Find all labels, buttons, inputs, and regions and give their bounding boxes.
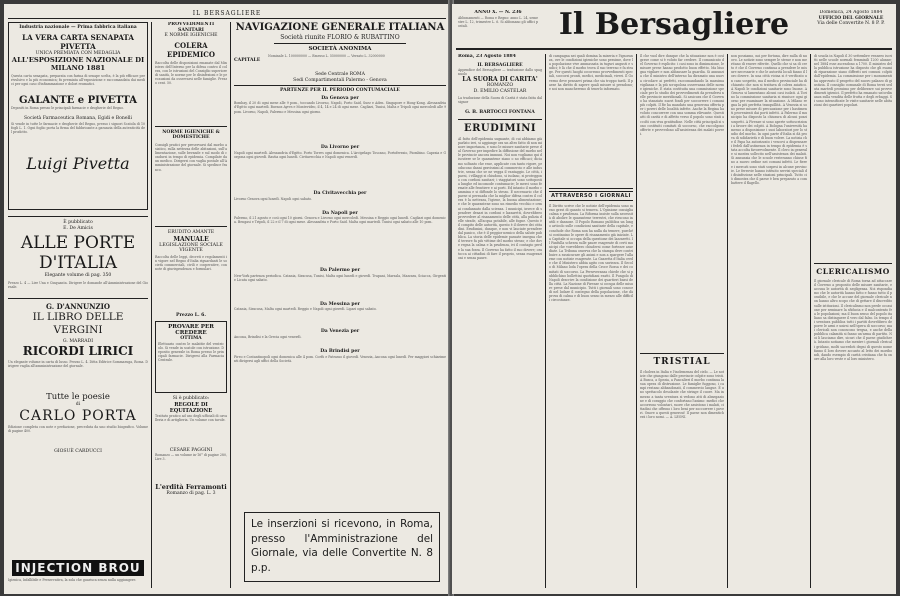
divider xyxy=(458,119,542,120)
route-schedule: New-York partenza periodica. Catania, Siracusa, Tunisi, Malta ogni lunedì e giovedì. Trapani, Marsala, Mazzara, Sciacca, Girgenti e Licata ogni sabato. xyxy=(234,273,446,282)
ad-body-text: Edizione completa con note e prefazione, preceduta da uno studio biografico. Volume di pagine 400. xyxy=(8,424,148,434)
left-page xyxy=(4,4,450,594)
issue-number: ANNO X. — N. 236 xyxy=(474,10,522,15)
ad-body-text: Elettuario contro le malattie del ventricolo. Si vende in scatole con istruzione. Deposito generale in Roma presso le principali farmacie. Dirigersi alla Farmacia Centrale. xyxy=(158,341,224,363)
ad-line: SOCIETÀ ANONIMA xyxy=(308,46,372,52)
story-title: LA SUORA DI CARITA' xyxy=(462,76,538,84)
route-schedule: Livorno Genova ogni lunedì. Napoli ogni sabato. xyxy=(234,196,313,201)
ad-body-text: Trattato pratico ad uso degli ufficiali di cavalleria e di artiglieria. Un volume con tavole. xyxy=(155,413,227,422)
ad-body-text: Raccolta delle disposizioni emanate dal Ministero dell'Interno per la difesa contro il colera, con le istruzioni del Consiglio superiore di sanità, le norme per le disinfezioni e le precauzioni da osservarsi nelle famiglie. Prezzo cent. 50. xyxy=(155,60,227,86)
ad-line: di xyxy=(75,402,81,408)
ad-line: UNICA PREMIATA CON MEDAGLIA xyxy=(35,50,121,56)
capital-values: Nominale L. 100000000 — Emesso L. 55000000 — Versato L. 32000000 xyxy=(268,54,385,58)
ad-body-text: Igienica, Infallibile e Preservativa, la sola che guarisca senza nulla aggiungere. xyxy=(8,578,137,582)
section-title: ATTRAVERSO I GIORNALI xyxy=(549,191,633,201)
running-head: IL BERSAGLIERE xyxy=(192,10,262,17)
ad-title: ALLE PORTE D'ITALIA xyxy=(20,233,136,274)
ad-title: ALL'ESPOSIZIONE NAZIONALE DI MILANO 1881 xyxy=(11,56,145,73)
divider xyxy=(549,188,633,189)
divider xyxy=(155,226,227,227)
route-schedule: Napoli ogni martedì. Alessandria d'Egitto. Porto Torres ogni domenica. L'Arcipelago Toscano, Portoferraio, Piombino. Capraia e Gorgona ogni giovedì. Bastia ogni lunedì. Civitavecchia e Napoli ogni venerdì. xyxy=(234,150,446,160)
route-schedule: Ancona, Brindisi e la Grecia ogni venerdì. xyxy=(234,334,302,339)
column-rule xyxy=(636,54,637,588)
masthead: Il Bersagliere xyxy=(558,7,790,42)
divider xyxy=(155,126,227,127)
column-rule xyxy=(810,54,811,588)
ad-title: MANUALE xyxy=(173,235,209,243)
subscription-info: Abbonamenti — Roma e Regno: anno L. 24, semestre L. 12, trimestre L. 6. Si abbonano gli uffici postali. xyxy=(458,15,538,28)
route-heading: Da Livorno per xyxy=(320,145,360,151)
article-body: di campagna nei quali domina la miseria e l'ignoranza, ove le condizioni igieniche sono pessime, dove la popolazione vive ammassata in tuguri angusti e sudici; è là che il morbo trova il suo terreno e fa strage. Per questi luoghi occorrono provvedimenti speciali, soccorsi pronti, medici, medicinali, viveri. Il Governo deve pensarvi prima che sia troppo tardi. Il paese ha diritto di sapere quali misure si prendono; e noi non mancheremo di tenerlo informato. xyxy=(549,54,633,91)
ad-title: IL LIBRO DELLE VERGINI xyxy=(32,310,124,336)
middle-column-ads xyxy=(155,22,227,588)
route-heading: Da Palermo per xyxy=(319,268,361,274)
divider xyxy=(8,298,148,299)
ad-body-text: Questa carta senapata, preparata con farina di senape scelta, è la più efficace per rivulsivo e la più economica; fu premiata all'esposizione e raccomandata dai medici per ogni caso d'infiammazione e dolori reumatici. xyxy=(11,74,145,87)
route-heading: Da Brindisi per xyxy=(320,348,360,354)
story-author: D. EMILIO CASTELAR xyxy=(473,88,527,94)
column-rule xyxy=(545,54,546,588)
route-heading: Da Messina per xyxy=(320,301,360,307)
capital-label: CAPITALE xyxy=(234,58,261,63)
ad-line: GIOSUÈ CARDUCCI xyxy=(54,448,102,454)
injection-brou-ad: INJECTION BROU xyxy=(12,560,144,576)
divider xyxy=(274,43,406,44)
article-title: ERUDIMINI xyxy=(463,122,537,134)
ad-line: Società Farmaceutica Romana, Egidi e Bonelli xyxy=(24,116,132,122)
ad-line: Sedi Compartimentali Palermo - Genova xyxy=(293,77,387,83)
header-rule xyxy=(8,18,446,19)
article-body: Il che vuol dire dunque che la situazione non è così grave come si è voluto far credere. Il comunicato del Governo è esplicito: i casi sono in diminuzione, le misure prese hanno prodotto buon effetto. Ma bisogna vigilare e non abbassare la guardia. Si annunzia che il ministro dell'interno ha diramato una nuova circolare ai prefetti, raccomandando la massima vigilanza e la più scrupolosa osservanza delle norme igieniche. È stata costituita una commissione speciale per lo studio dei provvedimenti da prendersi nelle provincie meridionali. Si assicura che il Governo ha stanziato nuovi fondi per soccorrere i comuni più colpiti. Il Re ha mandato una generosa offerta per i poveri delle località infette. Anche la Regina ha voluto concorrere con una somma rilevante. Questi atti di carità e di affetto verso il popolo sono stati accolti con viva gratitudine. Nelle città principali si sono costituiti comitati di soccorso, che raccolgono offerte e provvedono all'assistenza dei malati poveri. xyxy=(640,54,724,136)
capital-table xyxy=(234,54,446,70)
divider xyxy=(234,85,446,86)
ad-title: PROVARE PER CREDERE xyxy=(168,324,214,337)
ad-title: NORME IGIENICHE & DOMESTICHE xyxy=(162,129,220,141)
ad-body-text: Consigli pratici per preservarsi dal morbo asiatico, sulla nettezza delle abitazioni, sull'alimentazione, sulle bevande e sul modo di condursi in tempo di epidemia. Compilate da un medico. Dirigersi con vaglia postale all'Amministrazione del giornale. Si spedisce franco. xyxy=(155,142,227,172)
story-genre: ROMANZO xyxy=(486,83,514,89)
article-body: Il Diritto scrive che le notizie dell'epidemia sono meno gravi di quanto si temeva. L'Opinione consiglia calma e prudenza. La Riforma insiste sulla necessità di abolire le quarantene terrestri, che riescono inutili e dannose. Il Popolo Romano pubblica un lungo articolo sulle condizioni sanitarie della capitale, e conclude che Roma non ha nulla da temere, purché si continuino le opere di risanamento già iniziate. La Capitale si occupa della questione dei lazzaretti. Il Fanfulla scherza sulle paure esagerate di certi municipi che vorrebbero chiudersi come fortezze assediate. La Tribuna osserva che la stampa deve contribuire a rassicurare gli animi e non a spargere l'allarme con notizie esagerate. La Gazzetta d'Italia crede che il Ministero abbia agito con saviezza. Il Secolo di Milano loda l'opera della Croce Rossa e dei comitati di soccorso. La Perseveranza chiede che si pubblichino bollettini quotidiani esatti. Il Pungolo di Napoli descrive la condizione dei quartieri bassi della città. La Nazione di Firenze si occupa delle misure prese dal municipio. Tutti i giornali sono concordi nel lodare il contegno della popolazione, che dà prova di calma e di buon senso in mezzo alle difficili circostanze. xyxy=(549,204,633,303)
office-address: Via delle Convertite N. 8 P. P. xyxy=(817,21,885,27)
ad-title: CARLO PORTA xyxy=(19,407,137,424)
ad-body-text: Raccolta delle leggi, decreti e regolamenti in vigore nel Regno d'Italia riguardanti le società commerciali, civili e cooperative, con note di giurisprudenza e formulari. xyxy=(155,254,227,271)
article-body: di scuola in Napoli il 30 settembre vennero iscritti nelle scuole normali femminili 1200 alunne; nel 1884 esse ascendono a 1700. Il ministro della pubblica istruzione ha disposto che gli esami di riparazione siano differiti nei comuni colpiti dall'epidemia. La commissione per i monumenti ha approvato il progetto del nuovo palazzo di giustizia. Il consiglio comunale di Roma terrà seduta martedì prossimo per deliberare sui provvedimenti igienici. Il prefetto ha emanato un'ordinanza sulla vendita delle frutta e degli erbaggi. Si sono intensificate le visite sanitarie nelle abitazioni dei quartieri popolari. xyxy=(814,54,892,108)
ad-title: RICORDI LIRICI xyxy=(22,344,134,359)
route-schedule: Bombay, il 20 di ogni mese alle 9 pom., toccando Livorno, Napoli, Porto Said, Suez e Aden. Singapore e Hong-Kong. Alessandria d'Egitto ogni martedì. Buenos Ayres e Montevideo, il 4, 14 e 24 di ogni mese. Cagliari, Tunisi, Malta e Tripoli ogni mercoledì alle 9 pom. Livorno, Napoli, Palermo e Messina ogni giorno. xyxy=(234,101,446,114)
article-body: Il giornale clericale di Roma torna ad attaccare il Governo a proposito delle misure sanitarie, e accusa le autorità di negligenza. Noi rispondiamo che le autorità hanno fatto e fanno tutto il possibile, e che le accuse del giornale clericale non hanno altro scopo che di gettare il discredito sulle istituzioni. Il clericalismo non perde occasione per seminare la sfiducia e il malcontento fra le popolazioni; ma il buon senso del popolo italiano sa distinguere il vero dal falso. In tempo di sventura pubblica tutti i partiti dovrebbero deporre le armi e unirsi nell'opera di soccorso; ma i clericali non conoscono tregua, e anche della pubblica calamità si fanno un'arma di partito. Noi li lasciamo dire, sicuri che il paese giudicherà. Intanto notiamo che mentre i giornali clericali gridano, molti sacerdoti degni di questo nome fanno il loro dovere accanto al letto dei moribondi, dando esempio di carità cristiana che fa onore alla loro veste e al loro ministero. xyxy=(814,279,892,361)
ad-price: Prezzo L. 6. xyxy=(176,312,206,318)
ad-body-text: Romanzo — un volume in-16° di pagine 280, Lire 3. xyxy=(155,453,227,462)
left-column-ads xyxy=(8,22,148,588)
route-heading: Da Napoli per xyxy=(322,210,358,216)
ad-title: GALANTE e PIVETTA xyxy=(19,95,137,107)
ad-line: E NORME IGIENICHE xyxy=(164,33,218,39)
masthead-rule xyxy=(456,48,892,50)
issue-date: Domenica, 24 Agosto 1884 xyxy=(819,10,883,15)
article-body: Il cholera in Italia e l'inclemenza del cielo. — Le notizie che giungono dalle provincie colpite sono tristi. A Busca, a Spezia, a Pancalieri il morbo continua la sua opera di distruzione. Le famiglie fuggono, i campi restano abbandonati, il commercio langue. È uno spettacolo desolante che stringe il cuore. Ma in mezzo a tanta sventura si vedono atti di abnegazione e di coraggio che confortano l'animo: medici che accorrono volontari, suore che assistono i malati, cittadini che offrono i loro beni per soccorrere i poveri. Onore a questi generosi! Il paese non dimenticherà i loro nomi. — A. LEONI. xyxy=(640,370,724,420)
ad-line: CESARE PAGGINI xyxy=(169,447,213,453)
column-four xyxy=(731,54,807,588)
book-ads xyxy=(8,220,148,455)
ad-title: NAVIGAZIONE GENERALE ITALIANA xyxy=(235,22,445,33)
left-ear xyxy=(458,10,538,46)
divider xyxy=(814,263,892,264)
column-three xyxy=(640,54,724,588)
ad-title: L'erdità Ferramonti xyxy=(155,483,227,492)
column-rule xyxy=(230,22,231,588)
article-title: TRISTIAL xyxy=(653,357,711,367)
column-rule xyxy=(727,54,728,588)
route-heading: Da Venezia per xyxy=(320,329,360,335)
right-ear xyxy=(810,10,892,46)
ad-title: COLERA EPIDEMICO xyxy=(167,40,215,59)
story-intro: La traduzione della Suora di Carità è stata fatta dal signor xyxy=(458,96,542,105)
article-body: non possiamo, noi per fortuna, dire nulla di nuovo. Le notizie sono sempre le stesse e non meritano di essere riferite. Quello che si sa di certo è che il Governo continua a prendere le misure necessarie e che le autorità locali fanno il loro dovere. In una città vicina si è verificato un caso sospetto, ma il medico provinciale ha dichiarato che non si trattava di colera asiatico. A Napoli le condizioni sanitarie sono buone. A Genova si lamentano alcuni casi isolati. A Torino la commissione sanitaria si riunisce ogni giorno per esaminare la situazione. A Milano regna la più perfetta tranquillità. A Venezia si sono prese misure di precauzione per i bastimenti provenienti dai porti infetti. A Palermo il municipio ha disposto la chiusura di alcuni pozzi sospetti. A Firenze si sono aperte sottoscrizioni a favore dei colpiti. A Bologna l'università ha messo a disposizione i suoi laboratori per lo studio del morbo. In ogni parte d'Italia si dà prova di solidarietà e di buon volere. La notizia che il Papa ha autorizzato i vescovi a dispensare i fedeli dall'astinenza in tempo di epidemia è stata accolta favorevolmente. Il clero in generale si mostra sollecito nell'assistenza dei malati. Si annunzia che le scuole resteranno chiuse fino a nuovo ordine nei comuni infetti. Le fiere e i mercati sono stati sospesi in alcune provincie. Le ferrovie hanno istituito servizi speciali di disinfezione nelle stazioni principali. Tutto ciò dimostra che il paese è ben preparato a combattere il flagello. xyxy=(731,54,807,185)
ad-line: G. MARRADI xyxy=(62,338,94,344)
ad-title: G. D'ANNUNZIO xyxy=(45,301,111,311)
inserzioni-notice: Le inserzioni si ricevono, in Roma, presso l'Amministrazione del Giornale, via delle Convertite N. 8 p.p. xyxy=(244,512,440,582)
article-title: CLERICALISMO xyxy=(816,267,890,276)
ad-line: PARTENZE PER IL PERIODO CONTUMACIALE xyxy=(280,88,400,94)
route-schedule: Pireo e Costantinopoli ogni domenica alle 4 pom. Corfù e Patrasso il giovedì. Venezia, Ancona ogni lunedì. Per maggiori schiarimenti dirigersi agli uffici della Società. xyxy=(234,354,446,363)
appendix-heading: IL BERSAGLIERE xyxy=(477,62,523,68)
ad-line: Si è pubblicato: xyxy=(172,396,210,402)
ad-line: OTTIMA xyxy=(180,336,202,342)
ad-line: ERUDITO AMANTE xyxy=(167,229,215,235)
ad-line: Elegante volume di pag. 350 xyxy=(44,273,112,279)
navigazione-column xyxy=(234,22,446,588)
column-two xyxy=(549,54,633,588)
route-heading: Da Civitavecchia per xyxy=(313,190,367,196)
ad-line: E. De Amicis xyxy=(63,225,93,231)
ad-line: È pubblicato xyxy=(63,220,93,225)
appendix-column xyxy=(458,54,542,588)
right-page xyxy=(452,4,896,594)
ad-title: LEGISLAZIONE SOCIALE VIGENTE xyxy=(159,242,223,253)
ad-line: Industria nazionale — Prima fabbrica italiana xyxy=(19,25,137,30)
ad-title: LA VERA CARTA SENAPATA PIVETTA xyxy=(22,32,134,51)
divider xyxy=(640,353,724,354)
ad-title: REGOLE DI EQUITAZIONE xyxy=(169,401,213,414)
ad-line: Romanzo di pag. L. 3 xyxy=(166,491,216,497)
ad-title: PROVVEDIMENTI SANITARI xyxy=(167,22,215,33)
article-body: Al fatto dell'epidemia sugnante, di cui abbiamo già parlato ieri, si aggiunge ora un altro fatto di non minore importanza, e sono le misure sanitarie prese dal Governo per impedire la diffusione del morbo nelle provincie ancora immuni. Noi non vogliamo qui discutere se le quarantene siano o no efficaci; diciamo soltanto che esse, applicate con tanto rigore, producono danni gravissimi al commercio e alle industrie, senza che se ne vegga il vantaggio. Le città, i paesi, i villaggi si chiudono, si isolano, si proteggono con cordoni sanitari; i viaggiatori sono sottoposti a lunghe ed incomode contumacie; le merci sono fermate alle frontiere e ai porti. Ed intanto il morbo cammina e si diffonde lo stesso. È necessario che il paese si persuada che la miglior difesa contro il colera è la nettezza, l'igiene, la buona alimentazione; e che le quarantene sono un rimedio vecchio e ormai condannato dalla scienza. I municipi, invece di spendere denari in cordoni e lazzaretti, dovrebbero provvedere al risanamento delle città, alla pulizia delle strade, all'acqua potabile, alle fogne. Questo è il compito delle autorità, questo è il dovere dei cittadini. Erudimini, dunque, e non vi lasciate prendere dal panico, che è il peggior nemico della salute pubblica. La storia delle epidemie passate insegna che il terrore fa più vittime del morbo stesso; e che dove regna la calma e la prudenza, ivi il contagio perde la sua forza. Il Governo ha fatto il suo dovere; ora tocca ai cittadini di fare il proprio, senza esagerazioni e senza paure. xyxy=(458,136,542,260)
office-label: UFFICIO DEL GIORNALE xyxy=(818,15,884,21)
route-schedule: Palermo, il 21 agosto e così ogni 10 giorni. Genova e Livorno ogni mercoledì. Messina e Reggio ogni lunedì. Cagliari ogni domenica. Bengasi e Tripoli, il 22 e il 7 di ogni mese. Alessandria e Porto Said. Malta ogni martedì. Tunisi ogni sabato alle 10 pom. xyxy=(234,216,446,225)
ad-body-text: Prezzo L. 4 — Lire Una e Cinquanta. Dirigere le domande all'Amministrazione del Giornale. xyxy=(8,280,148,289)
ad-title: Tutte le poesie xyxy=(46,392,110,403)
route-heading: Da Genova per xyxy=(321,95,359,101)
ad-line: Società riunite FLORIO & RUBATTINO xyxy=(280,34,400,41)
column-five xyxy=(814,54,892,588)
ad-body-text: Depositi in Roma presso le principali farmacie e drogherie del Regno. xyxy=(11,106,124,111)
appendix-note: Appendice del Bersagliere — traduzione dallo spagnuolo xyxy=(458,68,542,77)
provare-ad xyxy=(155,321,227,393)
column-rule xyxy=(151,22,152,588)
ad-body-text: Si vende in tutte le farmacie e drogherie del Regno, presso i signori Scatola di 10 fogli L. 1. Ogni foglio porta la firma del fabbricante a garanzia della autenticità del prodotto. xyxy=(11,121,145,134)
translator: G. B. BARTOCCI FONTANA xyxy=(465,110,535,116)
ad-body-text: Un elegante volume in carta di lusso. Prezzo L. 4. Ditta Editrice Sommaruga, Roma. Dirigere vaglia all'amministrazione del giornale. xyxy=(8,360,148,369)
ad-line: Sede Centrale ROMA xyxy=(315,72,365,77)
signature-image: Luigi Pivetta xyxy=(26,153,130,173)
divider xyxy=(8,216,148,217)
dateline: Roma, 23 Agosto 1884 xyxy=(458,54,516,59)
route-schedule: Catania, Siracusa, Malta ogni martedì. Reggio e Napoli ogni giovedì. Lipari ogni sabato. xyxy=(234,307,377,312)
pivetta-ad xyxy=(8,22,148,210)
